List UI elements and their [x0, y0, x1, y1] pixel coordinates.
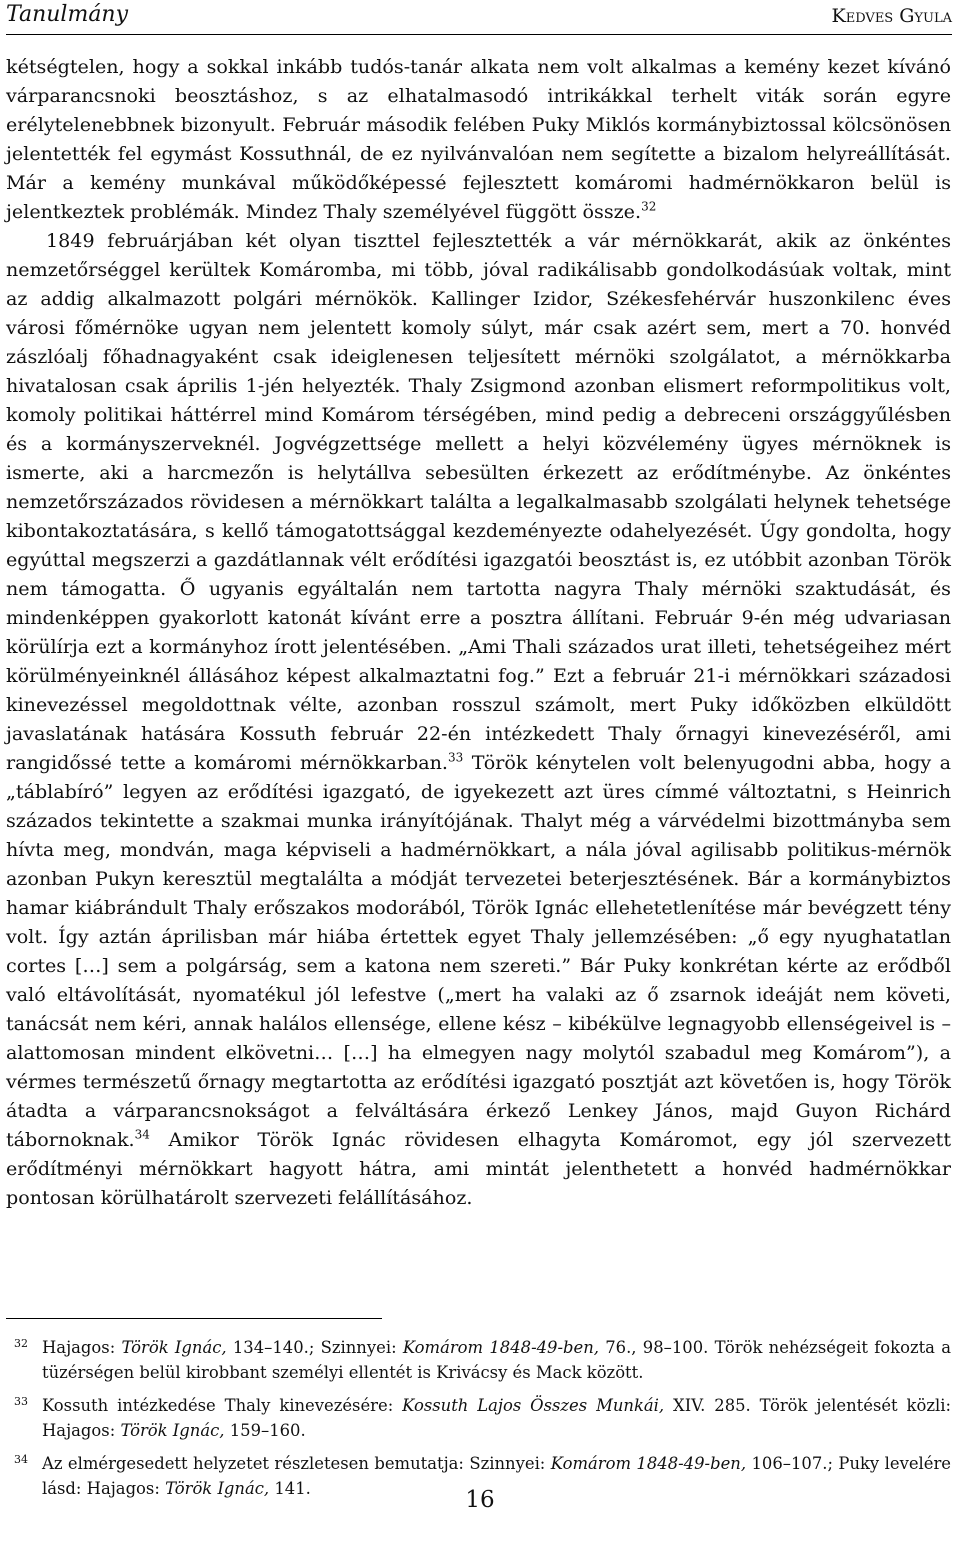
footnote	[6, 1393, 951, 1443]
footnote-title: Török Ignác,	[120, 1421, 225, 1440]
author-name: Kedves Gyula	[831, 5, 952, 27]
footnote-ref[interactable]: 33	[447, 750, 464, 765]
footnote	[6, 1335, 951, 1385]
footnote-text: 159–160.	[224, 1421, 306, 1440]
footnote-number: 34	[14, 1453, 28, 1466]
footnote-text: Az elmérgesedett helyzetet részletesen bemutatja: Szinnyei:	[42, 1454, 551, 1473]
footnote-text: Kossuth intézkedése Thaly kinevezésére:	[42, 1396, 403, 1415]
footnote-title: Komárom 1848-49-ben,	[550, 1454, 747, 1473]
footnote-title: Komárom 1848-49-ben,	[402, 1338, 599, 1357]
paragraph-text: 1849 februárjában két olyan tiszttel fejlesztették a vár mérnökkarát, akik az önkéntes nemzetőrséggel kerültek Komáromba, mi több, jóval radikálisabb gondolkodásúak voltak, mint az addig alkalmazott polgári mérnökök. Kallinger Izidor, Székesfehérvár huszonkilenc éves városi főmérnöke ugyan nem jelentett komoly súlyt, már csak azért sem, mert a 70. honvéd zászlóalj főhadnagyaként csak ideiglenesen teljesített mérnöki szolgálatot, a mérnökkarba hivatalosan csak április 1-jén helyezték. Thaly Zsigmond azonban elismert reformpolitikus volt, komoly politikai háttérrel mind Komárom térségében, mind pedig a debreceni országgyűlésben és a kormányszerveknél. Jogvégzettsége mellett a helyi közvélemény ügyes mérnöknek is ismerte, aki a harcmezőn is helytállva sebesülten érkezett az erődítménybe. Az önkéntes nemzetőrszázados rövidesen a mérnökkart találta a legalkalmasabb szolgálati helynek tehetsége kibontakoztatására, s kellő támogatottsággal kezdeményezte odahelyezését. Úgy gondolta, hogy egyúttal megszerzi a gazdátlannak vélt erődítési igazgatói beosztást is, ez utóbbit azonban Török nem támogatta. Ő ugyanis egyáltalán nem tartotta nagyra Thaly mérnöki szaktudását, és mindenképpen gyakorlott katonát kívánt erre a posztra állítani. Február 9-én még udvariasan körülírja ezt a kormányhoz írott jelentésében. „Ami Thali százados urat illeti, tehetségeihez mért körülményeinknél állásához képest alkalmaztatni fog.” Ezt a február 21-i mérnökkari századosi kinevezéssel megoldottnak vélte, azonban rosszul számolt, mert Puky időközben elküldött javaslatának hatására Kossuth február 22-én intézkedett Thaly őrnagyi kinevezéséről, ami rangidőssé tette a komáromi mérnökkarban.	[6, 229, 951, 774]
section-label: Tanulmány	[6, 2, 129, 27]
footnote-title: Kossuth Lajos Összes Munkái,	[402, 1396, 665, 1415]
footnote-number: 33	[14, 1395, 28, 1408]
running-header	[6, 0, 952, 35]
page-number: 16	[465, 1487, 495, 1513]
footnote-text: Hajagos:	[42, 1338, 122, 1357]
main-text	[6, 52, 951, 1212]
footnote-number: 32	[14, 1337, 28, 1350]
footnotes	[6, 1335, 951, 1509]
paragraph-text: kétségtelen, hogy a sokkal inkább tudós-tanár alkata nem volt alkalmas a kemény kezet kívánó várparancsnoki beosztáshoz, s az elhatalmasodó intrikákkal terhelt viták során egyre erélytelenebbnek bizonyult. Február második felében Puky Miklós kormánybiztossal kölcsönösen jelentették fel egymást Kossuthnál, de ez nyilvánvalóan nem segítette a bizalom helyreállítását. Már a kemény munkával működőképessé fejlesztett komáromi hadmérnökkaron belül is jelentkeztek problémák. Mindez Thaly személyével függött össze.	[6, 55, 951, 223]
footnote-title: Török Ignác,	[165, 1479, 270, 1498]
footnote-ref[interactable]: 32	[641, 199, 657, 214]
footnote-text: 106–107.; Puky levelére lásd: Hajagos:	[42, 1454, 951, 1498]
paragraph	[6, 52, 951, 226]
footnote-text: 141.	[269, 1479, 311, 1498]
paragraph-text: Török kénytelen volt belenyugodni abba, hogy a „táblabíró” legyen az erődítési igazgató, de igyekezett azt üres címmé változtatni, s Heinrich százados tekintette a szakmai munka irányítójának. Thalyt még a várvédelmi bizottmányba sem hívta meg, mondván, maga képviseli a hadmérnökkart, a nála jóval agilisabb politikus-mérnök azonban Pukyn keresztül megtalálta a módját tervezetei beterjesztésének. Bár a kormánybiztos hamar kiábrándult Thaly erőszakos modorából, Török Ignác ellehetetlenítése már bevégzett tény volt. Így aztán áprilisban már hiába értettek egyet Thaly jellemzésében: „ő egy nyughatatlan cortes […] sem a polgárság, sem a katona nem szereti.” Bár Puky konkrétan kérte az erődből való eltávolítását, nyomatékul jól lefestve („mert ha valaki az ő zsarnok ideáját nem követi, tanácsát nem kéri, annak halálos ellensége, ellene kész – kibékülve legnagyobb ellenségeivel is – alattomosan mindent elkövetni… […] ha elmegyen nagy molytól szabadul meg Komárom”), a vérmes természetű őrnagy megtartotta az erődítési igazgató posztját azt követően is, hogy Török átadta a várparancsnokságot a felváltására érkező Lenkey János, majd Guyon Richárd tábornoknak.	[6, 751, 951, 1151]
footnote-title: Török Ignác,	[121, 1338, 227, 1357]
footnote-text: 134–140.; Szinnyei:	[226, 1338, 403, 1357]
footnote-ref[interactable]: 34	[134, 1127, 150, 1142]
paragraph-text: Amikor Török Ignác rövidesen elhagyta Komáromot, egy jól szervezett erődítményi mérnökkart hagyott hátra, ami mintát jelenthetett a honvéd hadmérnökkar pontosan körülhatárolt szervezeti felállításához.	[6, 1128, 951, 1209]
footnote-text: 76., 98–100. Török nehézségeit fokozta a tüzérségen belül kirobbant személyi ellentét is Krivácsy és Mack között.	[42, 1338, 951, 1382]
footnote-divider	[6, 1318, 382, 1319]
footnote-text: XIV. 285. Török jelentését közli: Hajagos:	[42, 1396, 951, 1440]
paragraph	[6, 226, 951, 1212]
